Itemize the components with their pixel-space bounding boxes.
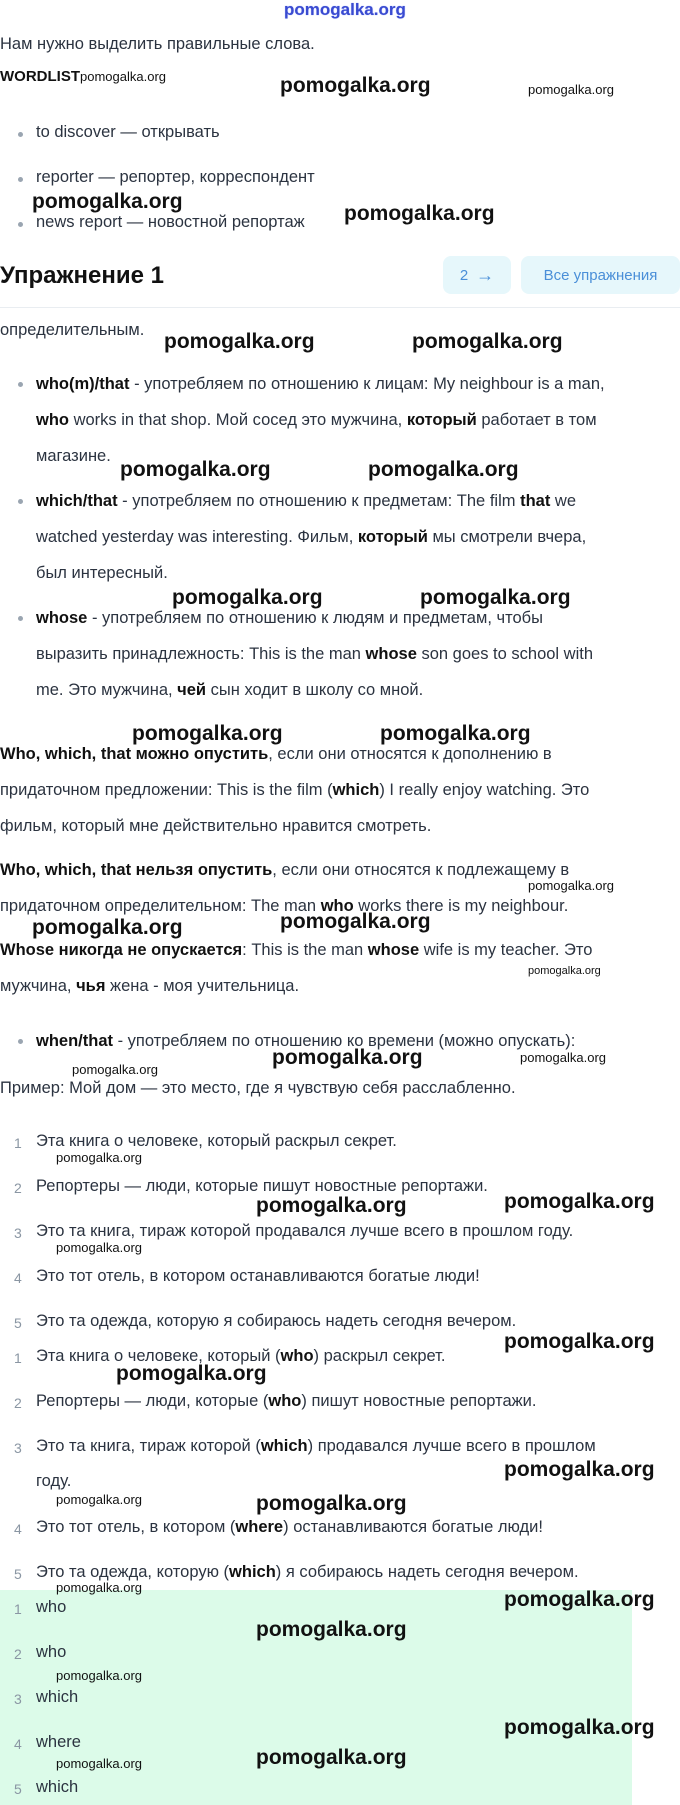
item-number: 5 [14,1781,22,1797]
watermark: pomogalka.org [520,1050,606,1065]
answer-item: who [36,1598,67,1616]
item-number: 2 [14,1180,22,1196]
item-number: 2 [14,1646,22,1662]
watermark: pomogalka.org [280,910,431,933]
top-watermark: pomogalka.org [284,0,406,19]
item-number: 1 [14,1135,22,1151]
theory-line: who works in that shop. Мой сосед это мужчина, который работает в том [36,411,597,429]
theory-line: фильм, который мне действительно нравится смотреть. [0,817,432,835]
list-item: Репортеры — люди, которые (who) пишут новостные репортажи. [36,1392,537,1410]
intro-text: Нам нужно выделить правильные слова. [0,35,315,53]
watermark: pomogalka.org [420,586,571,609]
wordlist-label: WORDLISTpomogalka.org [0,68,166,85]
watermark: pomogalka.org [32,916,183,939]
watermark: pomogalka.org [380,722,531,745]
watermark: pomogalka.org [504,1458,655,1481]
list-item: to discover — открывать [36,123,220,141]
item-number: 4 [14,1736,22,1752]
theory-line: me. Это мужчина, чей сын ходит в школу со мной. [36,681,424,699]
watermark: pomogalka.org [280,74,431,97]
all-exercises-button[interactable]: Все упражнения [521,256,680,294]
list-item: Эта книга о человеке, который (who) раскрыл секрет. [36,1347,446,1365]
watermark: pomogalka.org [80,69,166,84]
watermark: pomogalka.org [172,586,323,609]
answer-item: which [36,1778,79,1796]
watermark: pomogalka.org [504,1588,655,1611]
item-number: 2 [14,1395,22,1411]
watermark: pomogalka.org [56,1492,142,1507]
theory-line: who(m)/that - употребляем по отношению к лицам: My neighbour is a man, [36,375,605,393]
bullet-icon [18,616,23,621]
next-exercise-button[interactable]: 2 → [443,256,511,294]
bullet-icon [18,382,23,387]
arrow-right-icon: → [476,264,495,285]
watermark: pomogalka.org [504,1190,655,1213]
watermark: pomogalka.org [56,1668,142,1683]
item-number: 4 [14,1521,22,1537]
answer-item: where [36,1733,81,1751]
watermark: pomogalka.org [256,1618,407,1641]
watermark: pomogalka.org [412,330,563,353]
list-item: Репортеры — люди, которые пишут новостные репортажи. [36,1177,488,1195]
theory-line: был интересный. [36,564,168,582]
list-item: reporter — репортер, корреспондент [36,168,315,186]
list-item: Эта книга о человеке, который раскрыл секрет. [36,1132,397,1150]
item-number: 1 [14,1350,22,1366]
watermark: pomogalka.org [56,1150,142,1165]
watermark: pomogalka.org [504,1716,655,1739]
theory-line: придаточном определительном: The man who works there is my neighbour. [0,897,569,915]
exercise-title: Упражнение 1 [0,262,164,289]
divider [0,307,680,308]
item-number: 4 [14,1270,22,1286]
theory-line: мужчина, чья жена - моя учительница. [0,977,300,995]
watermark: pomogalka.org [32,190,183,213]
list-item: Это та книга, тираж которой продавался лучше всего в прошлом году. [36,1222,574,1240]
list-item: Это та одежда, которую я собираюсь надеть сегодня вечером. [36,1312,517,1330]
theory-line: магазине. [36,447,111,465]
list-item: news report — новостной репортаж [36,213,305,231]
item-number: 1 [14,1601,22,1617]
theory-line: выразить принадлежность: This is the man whose son goes to school with [36,645,594,663]
list-item: Это та книга, тираж которой (which) продавался лучше всего в прошлом [36,1437,596,1455]
watermark: pomogalka.org [56,1240,142,1255]
watermark: pomogalka.org [528,965,601,977]
item-number: 3 [14,1225,22,1241]
item-number: 5 [14,1566,22,1582]
watermark: pomogalka.org [116,1362,267,1385]
watermark: pomogalka.org [120,458,271,481]
theory-line: watched yesterday was interesting. Фильм, который мы смотрели вчера, [36,528,587,546]
list-item: году. [36,1472,72,1490]
theory-line: Who, which, that можно опустить, если они относятся к дополнению в [0,745,552,763]
watermark: pomogalka.org [256,1746,407,1769]
watermark: pomogalka.org [164,330,315,353]
answer-item: who [36,1643,67,1661]
theory-line: Who, which, that нельзя опустить, если они относятся к подлежащему в [0,861,570,879]
item-number: 5 [14,1315,22,1331]
list-item: Это тот отель, в котором останавливаются богатые люди! [36,1267,480,1285]
watermark: pomogalka.org [272,1046,423,1069]
watermark: pomogalka.org [256,1492,407,1515]
answer-item: which [36,1688,79,1706]
watermark: pomogalka.org [528,82,614,97]
theory-line: Whose никогда не опускается: This is the man whose wife is my teacher. Это [0,941,593,959]
watermark: pomogalka.org [368,458,519,481]
theory-line: придаточном предложении: This is the film (which) I really enjoy watching. Это [0,781,590,799]
bullet-icon [18,499,23,504]
watermark: pomogalka.org [528,878,614,893]
watermark: pomogalka.org [256,1194,407,1217]
example-text: Пример: Мой дом — это место, где я чувствую себя расслабленно. [0,1079,516,1097]
theory-text: определительным. [0,321,145,339]
bullet-icon [18,1039,23,1044]
theory-line: whose - употребляем по отношению к людям и предметам, чтобы [36,609,543,627]
watermark: pomogalka.org [344,202,495,225]
list-item: Это та одежда, которую (which) я собираюсь надеть сегодня вечером. [36,1563,579,1581]
watermark: pomogalka.org [504,1330,655,1353]
theory-line: when/that - употребляем по отношению ко времени (можно опускать): [36,1032,576,1050]
watermark: pomogalka.org [56,1580,142,1595]
item-number: 3 [14,1440,22,1456]
list-item: Это тот отель, в котором (where) останавливаются богатые люди! [36,1518,543,1536]
watermark: pomogalka.org [132,722,283,745]
bullet-icon [18,177,23,182]
item-number: 3 [14,1691,22,1707]
theory-line: which/that - употребляем по отношению к предметам: The film that we [36,492,577,510]
bullet-icon [18,222,23,227]
bullet-icon [18,132,23,137]
watermark: pomogalka.org [56,1756,142,1771]
watermark: pomogalka.org [72,1062,158,1077]
